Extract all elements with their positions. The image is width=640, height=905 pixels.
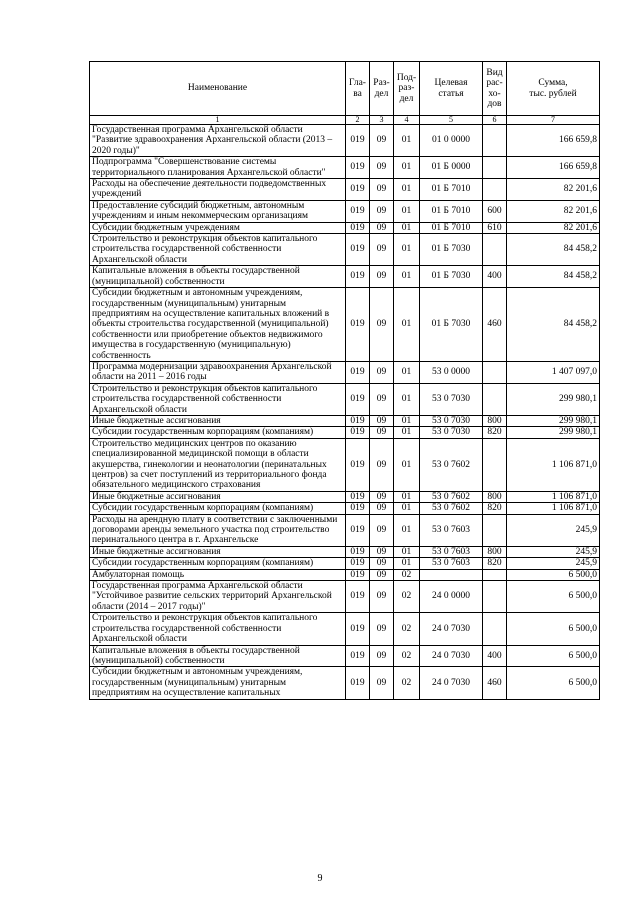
row-subsection: 01 — [394, 222, 420, 233]
row-name: Иные бюджетные ассигнования — [90, 491, 346, 502]
row-subsection: 01 — [394, 558, 420, 569]
row-section: 09 — [370, 546, 394, 557]
column-number: 7 — [507, 116, 600, 125]
row-expense-type: 400 — [483, 645, 507, 667]
row-sum: 299 980,1 — [507, 427, 600, 438]
row-target: 53 0 7030 — [420, 427, 483, 438]
row-name: Субсидии государственным корпорациям (компаниям) — [90, 558, 346, 569]
row-target: 01 Б 7030 — [420, 234, 483, 266]
row-section: 09 — [370, 438, 394, 491]
row-chapter: 019 — [346, 125, 370, 157]
row-name: Иные бюджетные ассигнования — [90, 415, 346, 426]
row-target: 53 0 7602 — [420, 491, 483, 502]
row-sum: 82 201,6 — [507, 200, 600, 222]
row-section: 09 — [370, 222, 394, 233]
row-expense-type — [483, 383, 507, 415]
row-name: Строительство и реконструкция объектов капитального строительства государственной собственности Архангельской области — [90, 613, 346, 645]
row-expense-type: 460 — [483, 667, 507, 699]
table-row — [90, 125, 600, 157]
table-row — [90, 569, 600, 580]
row-chapter: 019 — [346, 569, 370, 580]
row-target: 24 0 7030 — [420, 645, 483, 667]
row-target: 24 0 7030 — [420, 613, 483, 645]
row-section: 09 — [370, 503, 394, 514]
row-target: 01 Б 7030 — [420, 288, 483, 362]
row-subsection: 01 — [394, 438, 420, 491]
row-sum: 82 201,6 — [507, 179, 600, 201]
table-row — [90, 613, 600, 645]
header-target: Целевая статья — [420, 62, 483, 116]
row-name: Строительство и реконструкция объектов капитального строительства государственной собственности Архангельской области — [90, 234, 346, 266]
row-chapter: 019 — [346, 491, 370, 502]
table-row — [90, 383, 600, 415]
row-name: Государственная программа Архангельской области "Устойчивое развитие сельских территорий Архангельской области (2014 – 2017 годы)" — [90, 581, 346, 613]
row-target: 53 0 7030 — [420, 415, 483, 426]
row-section: 09 — [370, 569, 394, 580]
row-chapter: 019 — [346, 200, 370, 222]
table-row — [90, 415, 600, 426]
row-expense-type — [483, 234, 507, 266]
row-sum: 166 659,8 — [507, 157, 600, 179]
row-expense-type — [483, 361, 507, 383]
column-number: 2 — [346, 116, 370, 125]
row-chapter: 019 — [346, 234, 370, 266]
row-target: 01 Б 7010 — [420, 179, 483, 201]
row-sum: 245,9 — [507, 558, 600, 569]
row-subsection: 02 — [394, 581, 420, 613]
row-section: 09 — [370, 613, 394, 645]
row-name: Субсидии государственным корпорациям (компаниям) — [90, 427, 346, 438]
row-subsection: 02 — [394, 645, 420, 667]
row-chapter: 019 — [346, 288, 370, 362]
row-name: Подпрограмма "Совершенствование системы территориального планирования Архангельской области" — [90, 157, 346, 179]
row-subsection: 01 — [394, 503, 420, 514]
row-expense-type — [483, 613, 507, 645]
row-subsection: 02 — [394, 667, 420, 699]
row-target: 53 0 7602 — [420, 503, 483, 514]
row-expense-type: 800 — [483, 415, 507, 426]
row-chapter: 019 — [346, 266, 370, 288]
table-row — [90, 514, 600, 546]
row-expense-type: 600 — [483, 200, 507, 222]
row-section: 09 — [370, 415, 394, 426]
table-body — [90, 125, 600, 700]
row-name: Строительство и реконструкция объектов капитального строительства государственной собственности Архангельской области — [90, 383, 346, 415]
row-sum: 1 106 871,0 — [507, 503, 600, 514]
row-chapter: 019 — [346, 415, 370, 426]
header-sum: Сумма, тыс. рублей — [507, 62, 600, 116]
row-sum: 84 458,2 — [507, 288, 600, 362]
row-chapter: 019 — [346, 427, 370, 438]
row-subsection: 01 — [394, 546, 420, 557]
row-expense-type — [483, 514, 507, 546]
row-sum: 299 980,1 — [507, 415, 600, 426]
budget-table — [89, 61, 600, 700]
row-name: Иные бюджетные ассигнования — [90, 546, 346, 557]
row-expense-type — [483, 569, 507, 580]
header-subsection: Под- раз- дел — [394, 62, 420, 116]
row-target: 53 0 0000 — [420, 361, 483, 383]
table-row — [90, 288, 600, 362]
row-section: 09 — [370, 288, 394, 362]
row-section: 09 — [370, 179, 394, 201]
row-chapter: 019 — [346, 503, 370, 514]
table-row — [90, 645, 600, 667]
row-target: 24 0 7030 — [420, 667, 483, 699]
table-row — [90, 558, 600, 569]
table-row — [90, 581, 600, 613]
header-section: Раз- дел — [370, 62, 394, 116]
row-section: 09 — [370, 558, 394, 569]
row-name: Государственная программа Архангельской области "Развитие здравоохранения Архангельской области (2013 – 2020 годы)" — [90, 125, 346, 157]
row-name: Субсидии бюджетным и автономным учреждениям, государственным (муниципальным) унитарным предприятиям на осуществление капитальных — [90, 667, 346, 699]
row-sum: 84 458,2 — [507, 234, 600, 266]
table-row — [90, 667, 600, 699]
row-chapter: 019 — [346, 581, 370, 613]
row-expense-type — [483, 125, 507, 157]
row-section: 09 — [370, 383, 394, 415]
row-target: 24 0 0000 — [420, 581, 483, 613]
row-expense-type: 800 — [483, 491, 507, 502]
row-name: Строительство медицинских центров по оказанию специализированной медицинской помощи в области акушерства, гинекологии и неонатологии (перинатальных центров) за счет поступлений из территориального фонда обязательного медицинского страхования — [90, 438, 346, 491]
row-expense-type — [483, 581, 507, 613]
row-target: 53 0 7030 — [420, 383, 483, 415]
row-name: Капитальные вложения в объекты государственной (муниципальной) собственности — [90, 645, 346, 667]
row-chapter: 019 — [346, 383, 370, 415]
row-target: 01 Б 0000 — [420, 157, 483, 179]
row-subsection: 01 — [394, 179, 420, 201]
row-name: Амбулаторная помощь — [90, 569, 346, 580]
row-sum: 6 500,0 — [507, 569, 600, 580]
row-sum: 1 106 871,0 — [507, 491, 600, 502]
row-subsection: 01 — [394, 491, 420, 502]
row-target: 53 0 7603 — [420, 546, 483, 557]
row-chapter: 019 — [346, 361, 370, 383]
table-row — [90, 234, 600, 266]
page-number: 9 — [317, 873, 323, 884]
row-target: 01 Б 7010 — [420, 222, 483, 233]
row-subsection: 01 — [394, 125, 420, 157]
row-expense-type — [483, 157, 507, 179]
row-subsection: 02 — [394, 613, 420, 645]
row-section: 09 — [370, 491, 394, 502]
row-subsection: 01 — [394, 361, 420, 383]
column-number: 6 — [483, 116, 507, 125]
row-sum: 82 201,6 — [507, 222, 600, 233]
row-section: 09 — [370, 667, 394, 699]
row-section: 09 — [370, 266, 394, 288]
table-row — [90, 503, 600, 514]
row-name: Предоставление субсидий бюджетным, автономным учреждениям и иным некоммерческим организациям — [90, 200, 346, 222]
row-section: 09 — [370, 361, 394, 383]
row-expense-type: 820 — [483, 503, 507, 514]
table-row — [90, 200, 600, 222]
row-chapter: 019 — [346, 546, 370, 557]
row-target: 53 0 7603 — [420, 514, 483, 546]
row-name: Капитальные вложения в объекты государственной (муниципальной) собственности — [90, 266, 346, 288]
row-expense-type: 610 — [483, 222, 507, 233]
row-sum: 6 500,0 — [507, 613, 600, 645]
row-name: Расходы на обеспечение деятельности подведомственных учреждений — [90, 179, 346, 201]
row-section: 09 — [370, 581, 394, 613]
row-sum: 245,9 — [507, 546, 600, 557]
row-chapter: 019 — [346, 667, 370, 699]
table-row — [90, 491, 600, 502]
row-subsection: 01 — [394, 234, 420, 266]
row-name: Субсидии бюджетным учреждениям — [90, 222, 346, 233]
row-chapter: 019 — [346, 514, 370, 546]
row-subsection: 01 — [394, 415, 420, 426]
table-row — [90, 546, 600, 557]
row-target: 01 Б 7010 — [420, 200, 483, 222]
row-sum: 6 500,0 — [507, 667, 600, 699]
row-expense-type: 820 — [483, 427, 507, 438]
row-subsection: 01 — [394, 157, 420, 179]
row-subsection: 01 — [394, 427, 420, 438]
row-subsection: 01 — [394, 383, 420, 415]
row-section: 09 — [370, 200, 394, 222]
row-expense-type: 400 — [483, 266, 507, 288]
row-section: 09 — [370, 157, 394, 179]
row-target: 01 Б 7030 — [420, 266, 483, 288]
header-chapter: Гла- ва — [346, 62, 370, 116]
row-target: 53 0 7602 — [420, 438, 483, 491]
row-section: 09 — [370, 645, 394, 667]
row-sum: 166 659,8 — [507, 125, 600, 157]
row-sum: 1 106 871,0 — [507, 438, 600, 491]
row-expense-type — [483, 438, 507, 491]
row-section: 09 — [370, 427, 394, 438]
table-row — [90, 438, 600, 491]
row-target: 53 0 7603 — [420, 558, 483, 569]
column-number: 5 — [420, 116, 483, 125]
row-name: Расходы на арендную плату в соответствии с заключенными договорами аренды земельного участка под строительство перинатального центра в г. Архангельске — [90, 514, 346, 546]
row-section: 09 — [370, 125, 394, 157]
table-row — [90, 179, 600, 201]
row-chapter: 019 — [346, 179, 370, 201]
row-target: 01 0 0000 — [420, 125, 483, 157]
row-subsection: 01 — [394, 514, 420, 546]
column-number: 4 — [394, 116, 420, 125]
row-subsection: 01 — [394, 288, 420, 362]
column-number: 3 — [370, 116, 394, 125]
table-row — [90, 427, 600, 438]
row-expense-type — [483, 179, 507, 201]
row-subsection: 01 — [394, 200, 420, 222]
table-row — [90, 361, 600, 383]
table-row — [90, 157, 600, 179]
row-name: Субсидии государственным корпорациям (компаниям) — [90, 503, 346, 514]
row-chapter: 019 — [346, 222, 370, 233]
table-row — [90, 266, 600, 288]
row-expense-type: 820 — [483, 558, 507, 569]
row-chapter: 019 — [346, 645, 370, 667]
row-sum: 299 980,1 — [507, 383, 600, 415]
row-sum: 6 500,0 — [507, 645, 600, 667]
column-number: 1 — [90, 116, 346, 125]
header-expense-type: Вид рас- хо- дов — [483, 62, 507, 116]
row-section: 09 — [370, 234, 394, 266]
row-name: Субсидии бюджетным и автономным учреждениям, государственным (муниципальным) унитарным предприятиям на осуществление капитальных вложений в объекты строительства государственной (муниципальной) собственности или приобретение объектов недвижимого имущества в государственную (муниципальную) собственность — [90, 288, 346, 362]
row-subsection: 01 — [394, 266, 420, 288]
row-chapter: 019 — [346, 157, 370, 179]
row-target — [420, 569, 483, 580]
row-chapter: 019 — [346, 558, 370, 569]
row-expense-type: 460 — [483, 288, 507, 362]
row-expense-type: 800 — [483, 546, 507, 557]
row-chapter: 019 — [346, 613, 370, 645]
row-sum: 84 458,2 — [507, 266, 600, 288]
table-row — [90, 222, 600, 233]
row-name: Программа модернизации здравоохранения Архангельской области на 2011 – 2016 годы — [90, 361, 346, 383]
header-name: Наименование — [90, 62, 346, 116]
row-section: 09 — [370, 514, 394, 546]
row-sum: 245,9 — [507, 514, 600, 546]
row-subsection: 02 — [394, 569, 420, 580]
row-sum: 6 500,0 — [507, 581, 600, 613]
row-sum: 1 407 097,0 — [507, 361, 600, 383]
row-chapter: 019 — [346, 438, 370, 491]
